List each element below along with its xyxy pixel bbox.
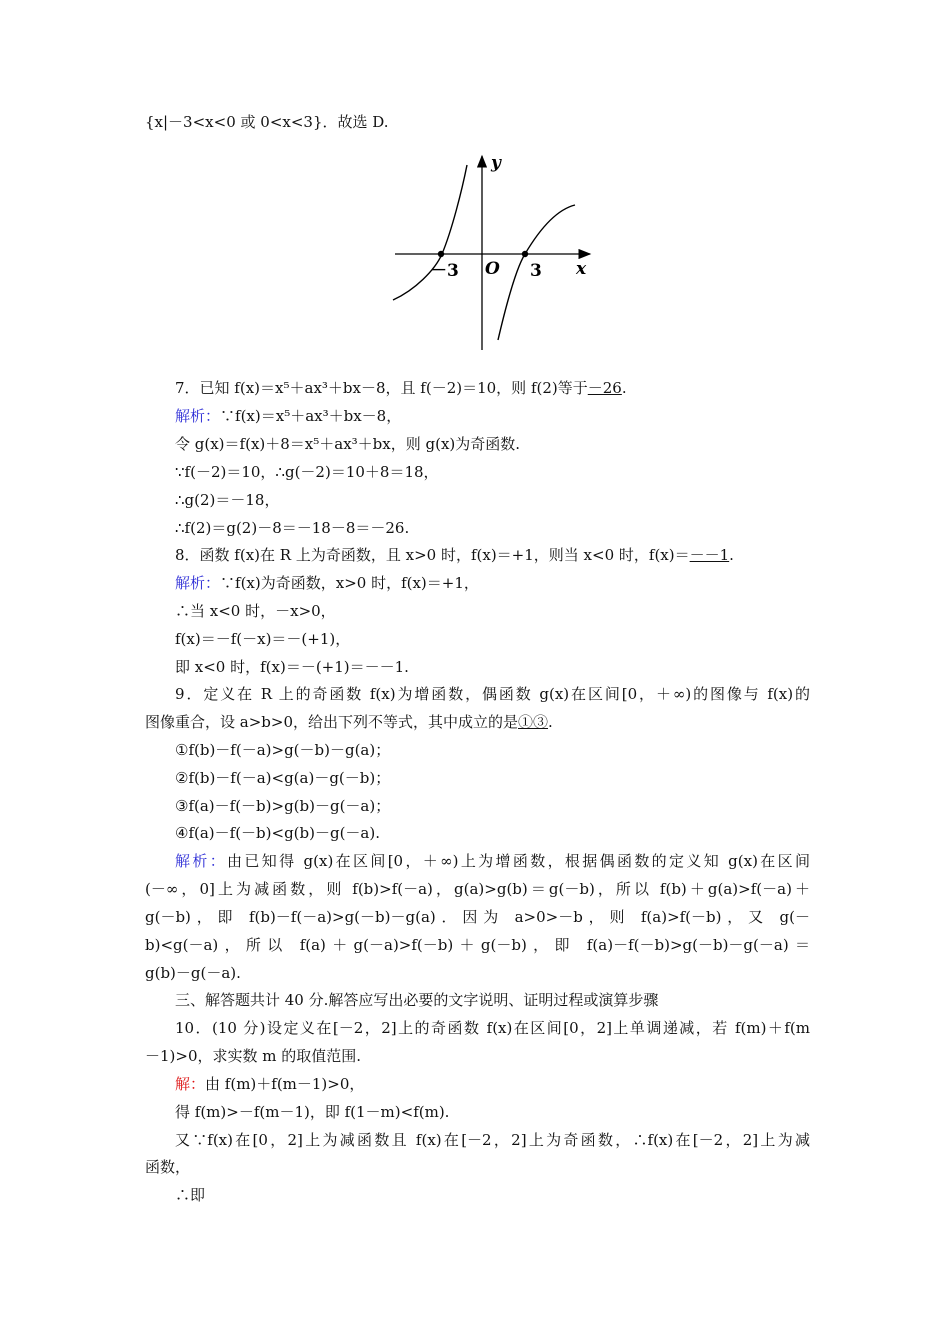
text-line bbox=[175, 406, 810, 426]
text-line bbox=[175, 990, 810, 1010]
text-run: －1)>0，求实数 m 的取值范围. bbox=[145, 1047, 362, 1065]
text-run: . bbox=[621, 379, 627, 397]
text-run: 解析： bbox=[175, 407, 221, 425]
text-line bbox=[175, 462, 810, 482]
text-run: ④f(a)－f(－b)<g(b)－g(－a). bbox=[175, 824, 380, 842]
text-run: ∵f(x)为奇函数，x>0 时，f(x)＝+1， bbox=[220, 574, 479, 592]
text-run: f(x)＝－f(－x)＝－(+1)， bbox=[175, 630, 351, 648]
text-run: . bbox=[548, 713, 553, 731]
text-line bbox=[145, 907, 810, 927]
text-run: 7．已知 f(x)＝x⁵＋ax³＋bx－8，且 f(－2)＝10，则 f(2)等于 bbox=[175, 379, 588, 397]
text-line bbox=[145, 879, 810, 899]
text-run: 解析： bbox=[175, 574, 221, 592]
text-line bbox=[145, 963, 810, 983]
text-run: －26 bbox=[587, 379, 622, 397]
pos3-label: 3 bbox=[530, 261, 542, 281]
neg3-label: －3 bbox=[430, 261, 459, 281]
text-line bbox=[175, 1018, 810, 1038]
text-run: b)<g(－a)，所以 f(a)＋g(－a)>f(－b)＋g(－b)，即 f(a)－f(－b)>g(－b)－g(－a)＝ bbox=[145, 936, 810, 954]
text-run: . bbox=[729, 546, 734, 564]
function-graph bbox=[390, 150, 600, 355]
text-line bbox=[175, 657, 810, 677]
point-neg3 bbox=[438, 251, 444, 257]
text-line bbox=[175, 518, 810, 538]
text-run: ∴即 bbox=[175, 1186, 206, 1204]
text-run: 9．定义在 R 上的奇函数 f(x)为增函数，偶函数 g(x)在区间[0，＋∞)的图像与 f(x)的 bbox=[175, 685, 810, 703]
text-run: 10．(10 分)设定义在[－2，2]上的奇函数 f(x)在区间[0，2]上单调递减，若 f(m)＋f(m bbox=[175, 1019, 810, 1037]
text-run: g(b)－g(－a). bbox=[145, 964, 241, 982]
text-run: 又∵f(x)在[0，2]上为减函数且 f(x)在[－2，2]上为奇函数，∴f(x)在[－2，2]上为减 bbox=[175, 1131, 810, 1149]
text-run: 解析： bbox=[175, 852, 228, 870]
text-line bbox=[175, 740, 810, 760]
text-line bbox=[145, 1046, 810, 1066]
text-line bbox=[145, 112, 810, 132]
text-line bbox=[175, 796, 810, 816]
text-run: g(－b)，即 f(b)－f(－a)>g(－b)－g(a)．因为 a>0>－b，则 f(a)>f(－b)，又 g(－ bbox=[145, 908, 810, 926]
text-run: ∴当 x<0 时，－x>0， bbox=[175, 602, 336, 620]
text-run: 由已知得 g(x)在区间[0，＋∞)上为增函数，根据偶函数的定义知 g(x)在区间 bbox=[227, 852, 810, 870]
text-run: ∵f(－2)＝10，∴g(－2)＝10＋8＝18， bbox=[175, 463, 439, 481]
text-line bbox=[145, 1157, 810, 1177]
text-run: 图像重合，设 a>b>0，给出下列不等式，其中成立的是 bbox=[145, 713, 518, 731]
text-run: ∴f(2)＝g(2)－8＝－18－8＝－26. bbox=[175, 519, 410, 537]
text-line bbox=[175, 601, 810, 621]
text-run: ②f(b)－f(－a)<g(a)－g(－b)； bbox=[175, 769, 391, 787]
text-run: 8．函数 f(x)在 R 上为奇函数，且 x>0 时，f(x)＝+1，则当 x<0 时，f(x)＝ bbox=[175, 546, 690, 564]
text-run: 由 f(m)＋f(m－1)>0， bbox=[205, 1075, 365, 1093]
text-run: 即 x<0 时，f(x)＝－(+1)＝－－1. bbox=[175, 658, 409, 676]
text-line bbox=[175, 1102, 810, 1122]
text-line bbox=[175, 629, 810, 649]
text-run: ∴g(2)＝－18， bbox=[175, 491, 280, 509]
text-line bbox=[175, 851, 810, 871]
origin-label: O bbox=[485, 259, 500, 279]
x-label: x bbox=[576, 259, 587, 279]
text-run: 得 f(m)>－f(m－1)，即 f(1－m)<f(m). bbox=[175, 1103, 450, 1121]
text-line bbox=[175, 434, 810, 454]
text-run: －－1 bbox=[689, 546, 730, 564]
text-run: 函数， bbox=[145, 1158, 191, 1176]
text-line bbox=[175, 378, 810, 398]
text-run: 解： bbox=[175, 1075, 206, 1093]
text-run: (－∞，0]上为减函数，则 f(b)>f(－a)，g(a)>g(b)＝g(－b)，所以 f(b)＋g(a)>f(－a)＋ bbox=[145, 880, 810, 898]
text-line bbox=[175, 545, 810, 565]
text-line bbox=[175, 684, 810, 704]
text-line bbox=[175, 490, 810, 510]
text-line bbox=[145, 935, 810, 955]
text-run: ③f(a)－f(－b)>g(b)－g(－a)； bbox=[175, 797, 391, 815]
text-line bbox=[175, 573, 810, 593]
point-3 bbox=[522, 251, 528, 257]
text-run: ①③ bbox=[518, 713, 549, 731]
text-line bbox=[145, 712, 810, 732]
text-line bbox=[175, 823, 810, 843]
text-line bbox=[175, 1185, 810, 1205]
text-line bbox=[175, 1130, 810, 1150]
text-run: ①f(b)－f(－a)>g(－b)－g(a)； bbox=[175, 741, 391, 759]
y-label: y bbox=[491, 153, 501, 173]
text-run: 令 g(x)＝f(x)＋8＝x⁵＋ax³＋bx，则 g(x)为奇函数. bbox=[175, 435, 521, 453]
text-run: ∵f(x)＝x⁵＋ax³＋bx－8， bbox=[220, 407, 402, 425]
text-line bbox=[175, 1074, 810, 1094]
text-run: {x|－3<x<0 或 0<x<3}．故选 D. bbox=[145, 113, 389, 131]
text-run: 三、解答题共计 40 分.解答应写出必要的文字说明、证明过程或演算步骤 bbox=[175, 991, 659, 1009]
text-line bbox=[175, 768, 810, 788]
